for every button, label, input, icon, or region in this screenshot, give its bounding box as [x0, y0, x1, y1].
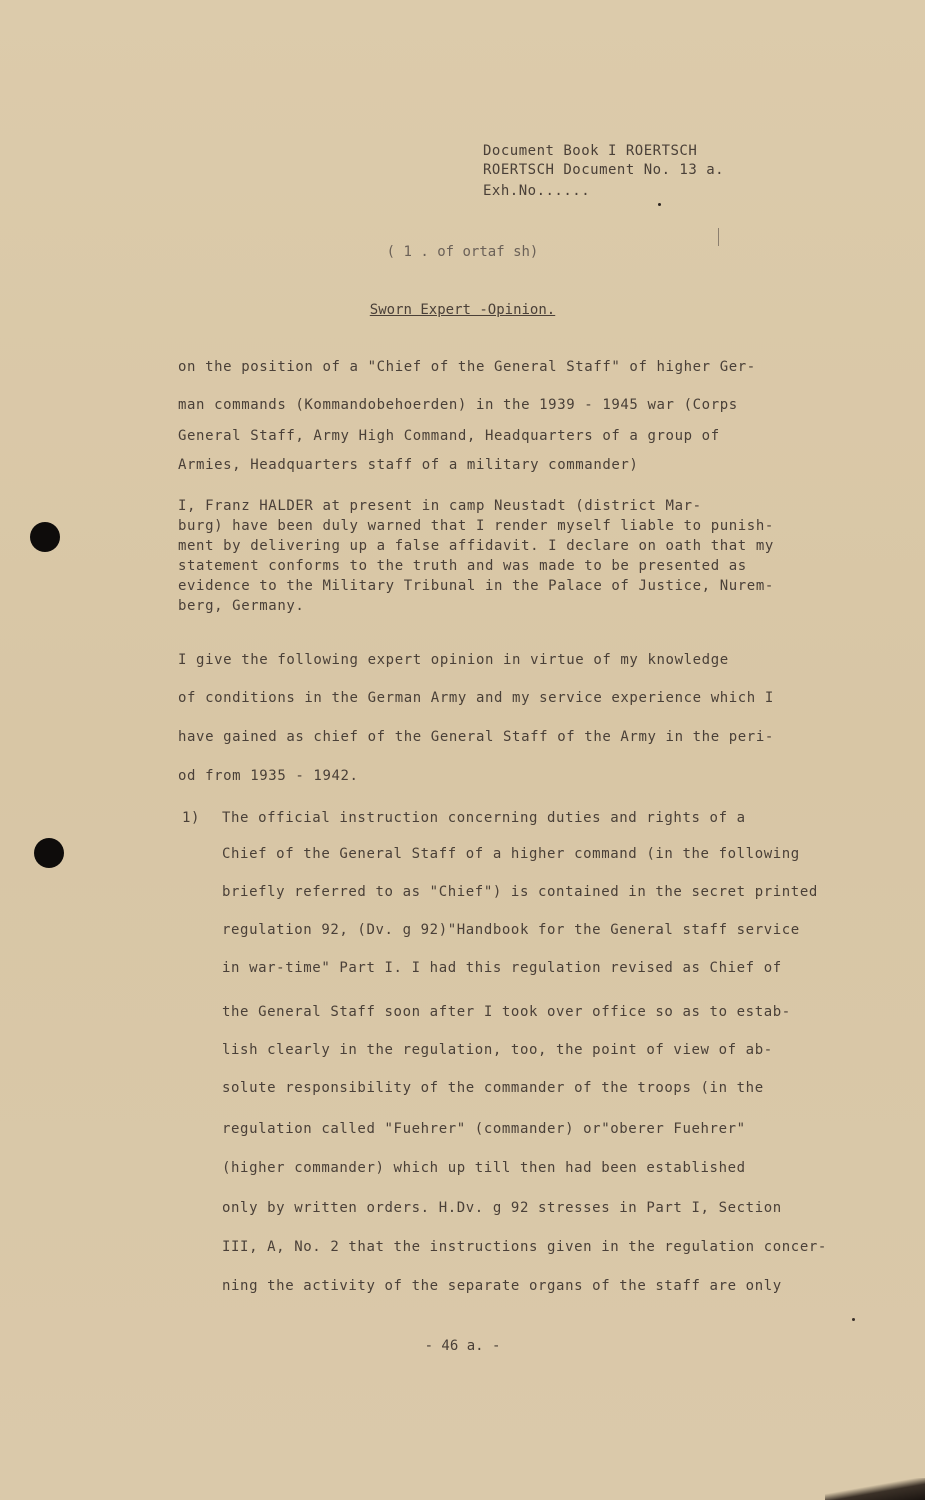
text-line: the General Staff soon after I took over office so as to estab- [222, 1004, 791, 1020]
item-number: 1) [182, 810, 201, 826]
text-line: only by written orders. H.Dv. g 92 stresses in Part I, Section [222, 1200, 782, 1216]
text-line: lish clearly in the regulation, too, the point of view of ab- [222, 1042, 773, 1058]
text-line: The official instruction concerning duties and rights of a [222, 810, 746, 826]
faint-annotation: ( 1 . of ortaf sh) [386, 244, 539, 260]
text-line: berg, Germany. [178, 598, 305, 614]
text-line: of conditions in the German Army and my service experience which I [178, 690, 774, 706]
ink-dot [658, 203, 661, 206]
header-line-3: Exh.No...... [483, 183, 591, 199]
text-line: burg) have been duly warned that I render myself liable to punish- [178, 518, 774, 534]
text-line: statement conforms to the truth and was made to be presented as [178, 558, 747, 574]
page-number: - 46 a. - [424, 1338, 501, 1354]
text-line: od from 1935 - 1942. [178, 768, 359, 784]
text-line: (higher commander) which up till then had been established [222, 1160, 746, 1176]
header-line-2: ROERTSCH Document No. 13 a. [483, 162, 725, 178]
text-line: solute responsibility of the commander of the troops (in the [222, 1080, 764, 1096]
text-line: III, A, No. 2 that the instructions given in the regulation concer- [222, 1239, 827, 1255]
ink-dot [852, 1318, 855, 1321]
text-line: in war-time" Part I. I had this regulation revised as Chief of [222, 960, 782, 976]
text-line: regulation called "Fuehrer" (commander) or"oberer Fuehrer" [222, 1121, 746, 1137]
punch-hole-top [30, 522, 60, 552]
text-line: ning the activity of the separate organs of the staff are only [222, 1278, 782, 1294]
document-title: Sworn Expert -Opinion. [369, 302, 556, 318]
text-line: I give the following expert opinion in virtue of my knowledge [178, 652, 729, 668]
text-line: on the position of a "Chief of the General Staff" of higher Ger- [178, 359, 756, 375]
text-line: evidence to the Military Tribunal in the Palace of Justice, Nurem- [178, 578, 774, 594]
page-corner-shadow [825, 1478, 925, 1500]
text-line: ment by delivering up a false affidavit. I declare on oath that my [178, 538, 774, 554]
text-line: regulation 92, (Dv. g 92)"Handbook for the General staff service [222, 922, 800, 938]
text-line: Armies, Headquarters staff of a military commander) [178, 457, 639, 473]
text-line: have gained as chief of the General Staff of the Army in the peri- [178, 729, 774, 745]
text-line: Chief of the General Staff of a higher command (in the following [222, 846, 800, 862]
text-line: General Staff, Army High Command, Headquarters of a group of [178, 428, 720, 444]
text-line: briefly referred to as "Chief") is contained in the secret printed [222, 884, 818, 900]
header-line-1: Document Book I ROERTSCH [483, 143, 698, 159]
text-line: I, Franz HALDER at present in camp Neustadt (district Mar- [178, 498, 702, 514]
punch-hole-bottom [34, 838, 64, 868]
text-line: man commands (Kommandobehoerden) in the 1939 - 1945 war (Corps [178, 397, 738, 413]
